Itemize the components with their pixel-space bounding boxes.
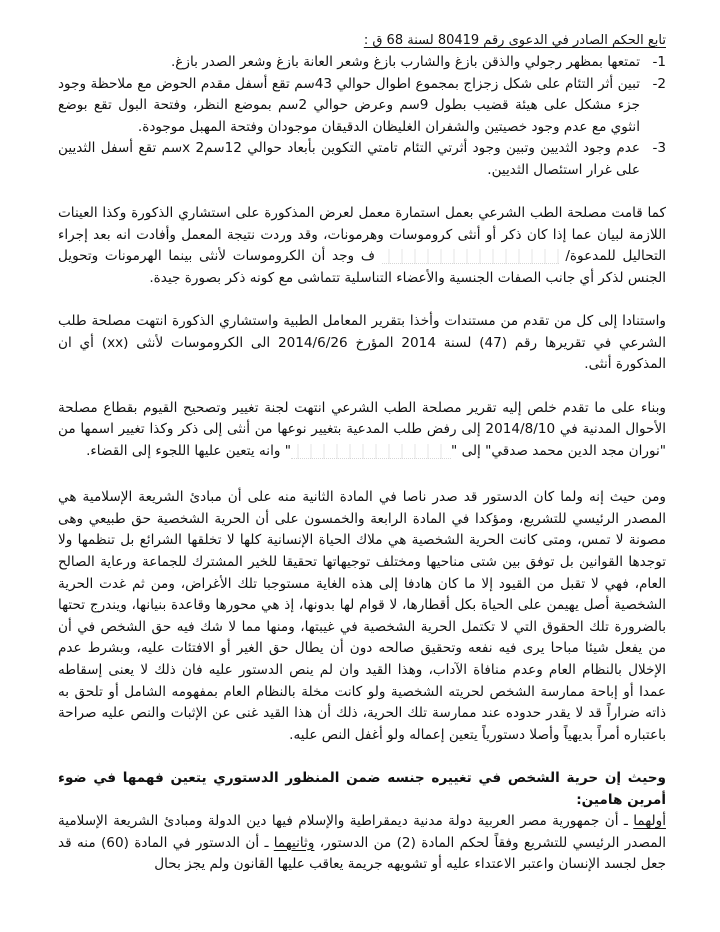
committee-text-before-name: وبناء على ما تقدم خلص إليه تقرير مصلحة الطب الشرعي انتهت لجنة تغيير وتصحيح القيوم بقطاع مصلحة الأحوال المدنية في 2014/8/10 إلى رفض طلب المدعية بتغيير نوعها من أنثى إلى ذكر وكذا تغيير اسمها من "نوران مجد الدين محمد صدقي" إلى " bbox=[58, 399, 666, 459]
finding-number: -2 bbox=[652, 75, 666, 92]
first-matter-text: ـ أن جمهورية مصر العربية دولة مدنية ديمقراطية والإسلام فيها دين الدولة ومبادئ الشريعة الإسلامية المصدر الرئيسي للتشريع وفقاً لحكم المادة (2) من الدستور، bbox=[58, 813, 666, 851]
redacted-new-name-block bbox=[291, 444, 451, 459]
ruling-continuation-title: تابع الحكم الصادر في الدعوى رقم 80419 لسنة 68 ق : bbox=[363, 33, 666, 48]
paragraph-spacer bbox=[58, 290, 666, 312]
finding-item bbox=[58, 52, 666, 74]
constitution-paragraph: ومن حيث إنه ولما كان الدستور قد صدر ناصا في المادة الثانية منه على أن مبادئ الشريعة الإسلامية هي المصدر الرئيسي للتشريع، ومؤكدا في المادة الرابعة والخمسون على أن الحرية الشخصية حق طبيعي وهى مصونة لا تمس، ومتى كانت الحرية الشخصية هي ملاك الحياة الإنسانية كلها لا تخلقها الشرائع بل تنظمها ولا توجدها القوانين بل توفق بين شتى مناحيها ومختلف توجيهاتها تحقيقا للخير المشترك للجماعة ورعاية الصالح العام، فهي لا تقبل من القيود إلا ما كان هادفا إلى هذه الغاية مستوجبا تلك الأغراض، ومن ثم غدت الحرية الشخصية أصل يهيمن على الحياة بكل أقطارها، لا قوام لها بدونها، إذ هي محورها وقاعدة بنيانها، ويندرج تحتها بالضرورة تلك الحقوق التي لا تكتمل الحرية الشخصية في غيبتها، ومنها مما لا شك فيه حق الشخص في أن من يفعل شيئا مباحا يرى فيه نفعه وتحقيق صالحه دون أن يطال حق الغير أو الافتئات عليه، وبشرط عدم الإخلال بالنظام العام وعدم منافاة الآداب، وهذا القيد وان لم ينص الدستور عليه فان ذلك لا يعنى إسقاطه عمدا أو إباحة ممارسة الشخص لحريته الشخصية ولو كانت مخلة بالنظام العام بمفهومه الشامل أو تلحق به ذاته ضراراً قد لا يقدر حدوده عند ممارسة تلك الحرية، ذلك أن هذا القيد غنى عن الإثبات والنص عليه صراحة باعتباره أمراً بديهياً وأصلا دستورياً يتعين إعماله ولو أغفل النص عليه. bbox=[58, 489, 666, 743]
first-matter-label: أولهما bbox=[633, 813, 666, 830]
lab-text-after-name: ف وجد أن الكروموسات لأنثى بينما الهرمونات وتحويل الجنس لذكر أي جانب الصفات الجنسية والأعضاء التناسلية تتماشى مع كونه ذكر بصورة جيدة. bbox=[58, 248, 666, 286]
paragraph-spacer bbox=[58, 182, 666, 204]
committee-decision-paragraph bbox=[58, 398, 666, 463]
finding-item bbox=[58, 138, 666, 181]
finding-text: عدم وجود الثديين وتبين وجود أثرتي التئام تامتي التكوين بأبعاد حوالي 12سمx 2سم تقع أسفل الثديين على غرار استئصال الثديين. bbox=[58, 140, 641, 178]
finding-text: تمتعها بمظهر رجولي والذقن بازغ والشارب بازغ وشعر العانة بازغ وشعر الصدر بازغ. bbox=[170, 54, 640, 70]
lab-results-paragraph bbox=[58, 203, 666, 289]
finding-number: -3 bbox=[652, 140, 666, 157]
redacted-name-block bbox=[382, 249, 559, 264]
section-heading: وحيث إن حرية الشخص في تغييره جنسه ضمن المنظور الدستوري يتعين فهمها في ضوء أمرين هامين: bbox=[58, 770, 666, 808]
forensic-findings-list bbox=[58, 52, 666, 182]
finding-item bbox=[58, 74, 666, 139]
lab-text-before-name: كما قامت مصلحة الطب الشرعي بعمل استمارة معمل لعرض المذكورة على استشاري الذكورة وكذا العينات اللازمة لبيان عما إذا كان ذكر أو أنثى كروموسات وهرمونات، وقد وردت نتيجة المعمل وأفادت انه بعد إجراء التحاليل للمدعوة/ bbox=[58, 205, 666, 265]
finding-number: -1 bbox=[652, 54, 666, 70]
paragraph-spacer bbox=[58, 746, 666, 768]
paragraph-spacer bbox=[58, 462, 666, 487]
second-matter-label: وثانيهما bbox=[273, 834, 315, 851]
forensic-report-paragraph: واستنادا إلى كل من تقدم من مستندات وأخذا بتقرير المعامل الطبية واستشاري الذكورة انتهت مصلحة طلب الشرعي في تقريرها رقم (47) لسنة 2014 المؤرخ 2014/6/26 الى الكروموسات لأنثى (xx) أي ان المذكورة أنثى. bbox=[58, 313, 666, 373]
two-matters-paragraph bbox=[58, 811, 666, 876]
committee-text-after-name: " وانه يتعين عليها اللجوء إلى القضاء. bbox=[86, 442, 291, 459]
court-ruling-page bbox=[58, 30, 666, 876]
finding-text: تبين أثر التئام على شكل زجزاج بمجموع اطوال حوالي 43سم تقع أسفل مقدم الحوض مع ملاحظة وجود جزء مشكل على هيئة قضيب بطول 9سم وعرض حوالي 2سم بموضع النظر، وفتحة البول تقع بوضع انثوي مع عدم وجود خصيتين والشفران الغليظان الدقيقان موجودان وفتحة المهبل موجودة. bbox=[58, 75, 641, 135]
second-matter-text: ـ أن الدستور في المادة (60) منه قد جعل لجسد الإنسان واعتبر الاعتداء عليه أو تشويهه جريمة يعاقب عليها القانون ولم يجز بحال bbox=[58, 834, 666, 873]
paragraph-spacer bbox=[58, 376, 666, 398]
